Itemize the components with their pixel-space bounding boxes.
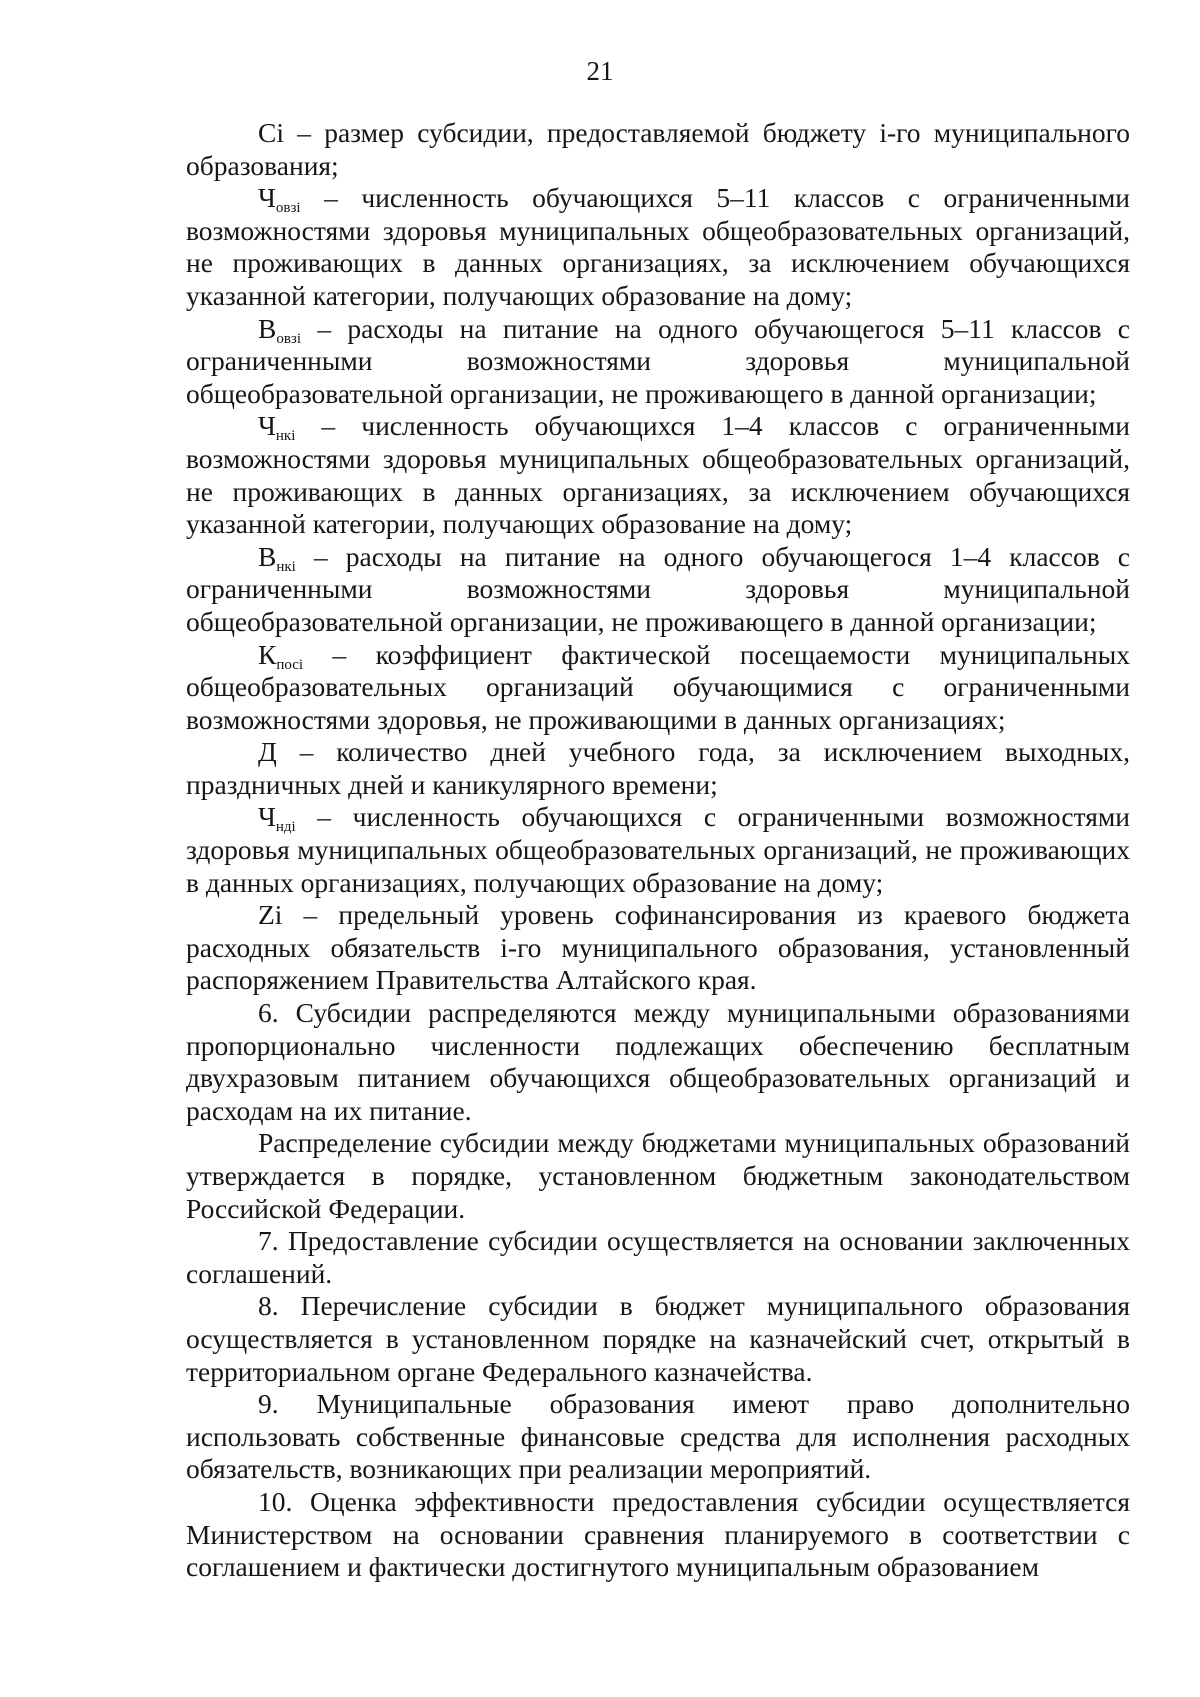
definition-item [186,639,1130,737]
definition-item [186,117,1130,182]
definition-item [186,736,1130,801]
paragraph-9: 9. Муниципальные образования имеют право дополнительно использовать собственные финансовые средства для исполнения расходных обязательств, возникающих при реализации мероприятий. [186,1388,1130,1485]
definition-item [186,182,1130,312]
definition-text: – количество дней учебного года, за исключением выходных, праздничных дней и каникулярного времени; [186,736,1130,800]
definition-item [186,541,1130,639]
page-number: 21 [586,56,614,86]
paragraph-8: 8. Перечисление субсидии в бюджет муниципального образования осуществляется в установленном порядке на казначейский счет, открытый в территориальном органе Федерального казначейства. [186,1290,1130,1387]
definition-item [186,410,1130,540]
definition-item [186,313,1130,411]
definition-text: – коэффициент фактической посещаемости муниципальных общеобразовательных организаций обучающимися с ограниченными возможностями здоровья, не проживающими в данных организациях; [186,638,1130,735]
definition-text: – численность обучающихся с ограниченными возможностями здоровья муниципальных общеобразовательных организаций, не проживающих в данных организациях, получающих образование на дому; [186,801,1130,898]
paragraph-10: 10. Оценка эффективности предоставления субсидии осуществляется Министерством на основании сравнения планируемого в соответствии с соглашением и фактически достигнутого муниципальным образованием [186,1485,1130,1583]
definition-symbol: $В_{нкi}$ [258,540,296,575]
paragraph-6: 6. Субсидии распределяются между муниципальными образованиями пропорционально численности подлежащих обеспечению бесплатным двухразовым питанием обучающихся общеобразовательных организаций и расходам на их питание. [186,997,1130,1126]
page-body [186,117,1130,1584]
definition-symbol: Zi [258,899,283,931]
definition-item [186,899,1130,997]
definition-symbol: Д [258,736,277,768]
definition-text: – численность обучающихся 1–4 классов с ограниченными возможностями здоровья муниципальных общеобразовательных организаций, не проживающих в данных организациях, за исключением обучающихся указанной категории, получающих образование на дому; [186,410,1130,540]
definition-text: – размер субсидии, предоставляемой бюджету i-го муниципального образования; [186,117,1130,181]
definition-symbol: $К_{посi}$ [258,638,304,673]
definition-item [186,801,1130,899]
definition-symbol: $Ч_{овзi}$ [258,182,301,217]
paragraph-distribution: Распределение субсидии между бюджетами муниципальных образований утверждается в порядке, установленном бюджетным законодательством Российской Федерации. [186,1127,1130,1224]
definition-symbol: $Ч_{нкi}$ [258,410,296,445]
definition-text: – расходы на питание на одного обучающегося 1–4 классов с ограниченными возможностями здоровья муниципальной общеобразовательной организации, не проживающего в данной организации; [186,540,1130,637]
definition-symbol: $Ч_{ндi}$ [258,801,296,836]
definition-symbol: $В_{овзi}$ [258,312,302,347]
definition-text: – численность обучающихся 5–11 классов с ограниченными возможностями здоровья муниципальных общеобразовательных организаций, не проживающих в данных организациях, за исключением обучающихся указанной категории, получающих образование на дому; [186,182,1130,311]
definition-text: – предельный уровень софинансирования из краевого бюджета расходных обязательств i-го муниципального образования, установленный распоряжением Правительства Алтайского края. [186,899,1130,996]
definition-symbol: Сi [258,117,284,148]
paragraph-7: 7. Предоставление субсидии осуществляется на основании заключенных соглашений. [186,1225,1130,1289]
definition-text: – расходы на питание на одного обучающегося 5–11 классов с ограниченными возможностями здоровья муниципальной общеобразовательной организации, не проживающего в данной организации; [186,312,1130,409]
